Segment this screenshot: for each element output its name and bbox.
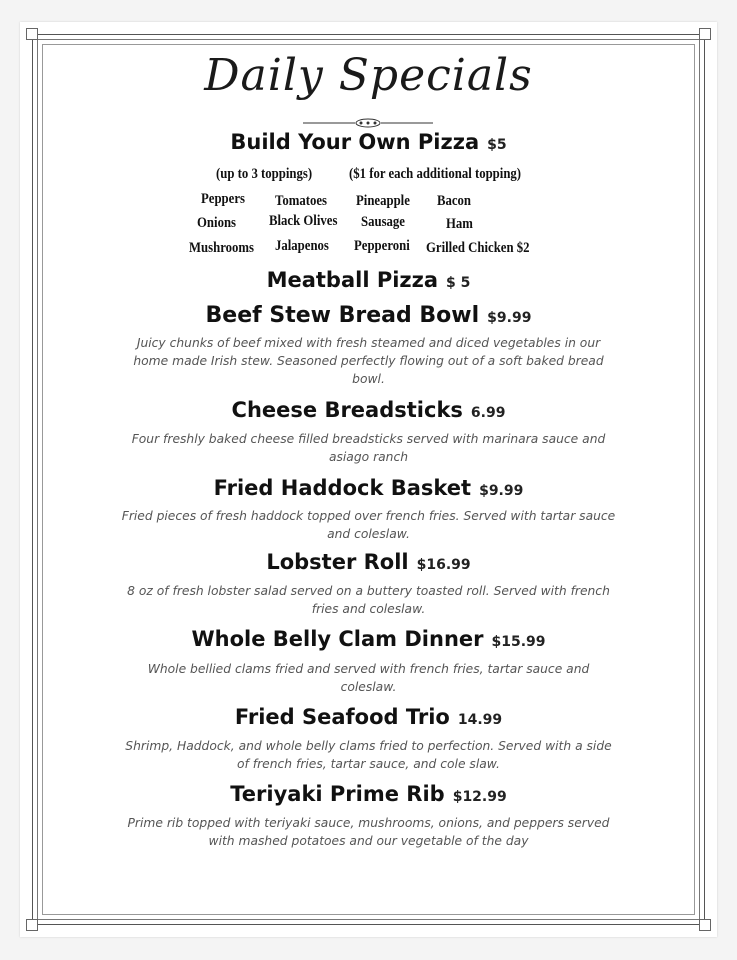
menu-item-description: 8 oz of fresh lobster salad served on a buttery toasted roll. Served with french fries and coleslaw. xyxy=(127,584,610,616)
extra-topping-note: ($1 for each additional topping) xyxy=(349,166,522,182)
menu-item-heading xyxy=(20,476,717,500)
menu-item-title: Beef Stew Bread Bowl xyxy=(205,303,480,328)
menu-item-price: 14.99 xyxy=(457,712,503,728)
menu-item-title: Fried Seafood Trio xyxy=(234,705,450,729)
menu-item-heading xyxy=(20,303,717,328)
topping: Pepperoni xyxy=(354,238,410,254)
flourish-divider xyxy=(303,118,433,128)
menu-item-heading xyxy=(20,398,717,422)
topping: Tomatoes xyxy=(275,193,327,209)
topping: Sausage xyxy=(361,214,405,230)
menu-item-heading xyxy=(20,550,717,574)
menu-item-description: Shrimp, Haddock, and whole belly clams fried to perfection. Served with a side of french fries, tartar sauce, and cole slaw. xyxy=(125,739,612,771)
topping: Onions xyxy=(197,215,237,231)
menu-item-heading xyxy=(20,782,717,806)
topping: Black Olives xyxy=(269,213,338,229)
menu-item-description: Four freshly baked cheese filled breadsticks served with marinara sauce and asiago ranch xyxy=(131,432,606,464)
menu-item-heading xyxy=(20,627,717,651)
menu-item-title: Fried Haddock Basket xyxy=(213,476,472,500)
menu-item-title: Whole Belly Clam Dinner xyxy=(191,627,484,651)
topping: Pineapple xyxy=(356,193,410,209)
corner-ornament xyxy=(699,28,711,40)
menu-item-description: Juicy chunks of beef mixed with fresh steamed and diced vegetables in our home made Irish stew. Seasoned perfectly flowing out of a soft baked bread bowl. xyxy=(133,336,604,386)
menu-item-title: Meatball Pizza xyxy=(266,268,439,292)
corner-ornament xyxy=(26,919,38,931)
menu-item-price: $15.99 xyxy=(491,634,546,650)
menu-item-price: $ 5 xyxy=(446,275,471,291)
topping-limit-note: (up to 3 toppings) xyxy=(216,166,313,182)
menu-item-heading xyxy=(20,268,717,292)
page-title: Daily Specials xyxy=(204,50,533,101)
menu-item-price: $9.99 xyxy=(487,310,532,326)
menu-item-description: Prime rib topped with teriyaki sauce, mushrooms, onions, and peppers served with mashed potatoes and our vegetable of the day xyxy=(127,816,610,848)
topping: Peppers xyxy=(201,191,245,207)
corner-ornament xyxy=(699,919,711,931)
menu-item-description: Fried pieces of fresh haddock topped over french fries. Served with tartar sauce and coleslaw. xyxy=(121,509,616,541)
topping: Ham xyxy=(446,216,473,232)
topping: Mushrooms xyxy=(189,240,254,256)
corner-ornament xyxy=(26,28,38,40)
menu-item-title: Lobster Roll xyxy=(266,550,409,574)
menu-item-price: 6.99 xyxy=(470,405,506,421)
menu-item-description: Whole bellied clams fried and served with french fries, tartar sauce and coleslaw. xyxy=(147,662,590,694)
topping: Jalapenos xyxy=(275,238,329,254)
menu-item-heading xyxy=(20,705,717,729)
menu-item-price: $9.99 xyxy=(479,483,524,499)
topping: Bacon xyxy=(437,193,472,209)
pizza-heading xyxy=(20,130,717,154)
menu-page xyxy=(20,22,717,937)
menu-item-title: Cheese Breadsticks xyxy=(231,398,463,422)
pizza-title: Build Your Own Pizza xyxy=(230,130,480,154)
pizza-price: $5 xyxy=(487,137,507,153)
menu-item-title: Teriyaki Prime Rib xyxy=(230,782,445,806)
menu-item-price: $16.99 xyxy=(416,557,471,573)
menu-item-price: $12.99 xyxy=(452,789,507,805)
topping: Grilled Chicken $2 xyxy=(426,240,530,256)
